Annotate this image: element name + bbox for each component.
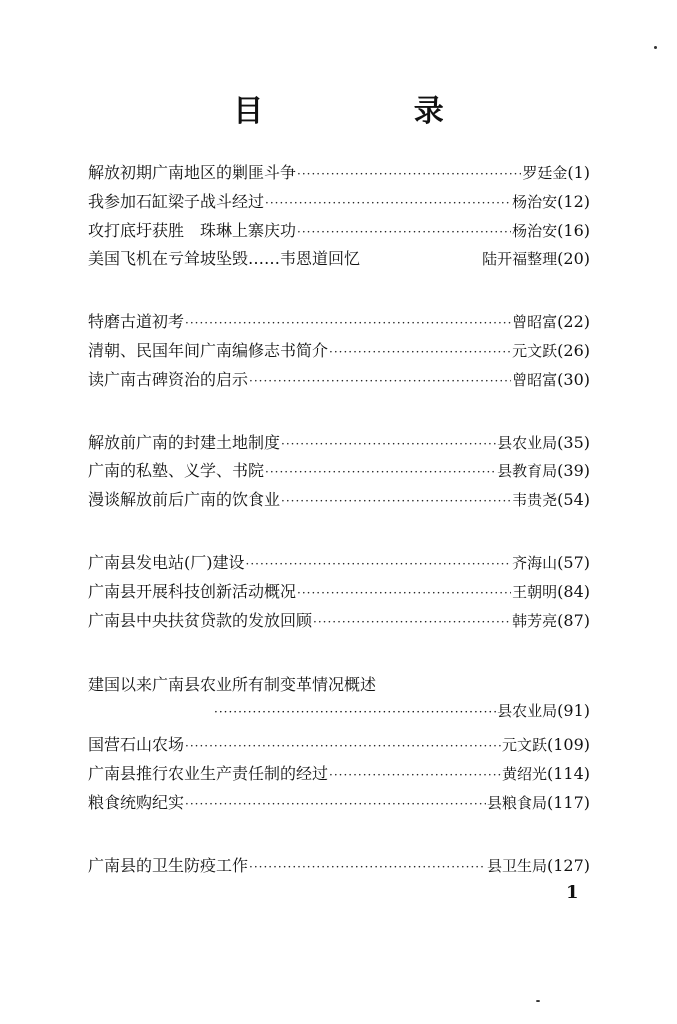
entry-title: 建国以来广南县农业所有制变革情况概述 xyxy=(88,675,377,695)
dot-leader xyxy=(265,465,496,479)
dot-leader xyxy=(249,374,511,388)
page-title: 目 录 xyxy=(233,94,514,129)
entry-author: 曾昭富 xyxy=(512,370,558,389)
dot-leader xyxy=(297,167,521,181)
ink-speck xyxy=(536,1000,540,1002)
toc-entry[interactable] xyxy=(88,160,590,189)
entry-author: 齐海山 xyxy=(512,553,558,572)
entry-author: 元文跃 xyxy=(501,736,547,755)
entry-title: 攻打底圩获胜 珠琳上寨庆功 xyxy=(88,220,297,240)
dot-leader xyxy=(329,768,501,782)
dot-leader xyxy=(185,739,501,753)
dot-leader xyxy=(214,705,497,719)
toc-entry[interactable] xyxy=(88,550,590,579)
entry-page: (109) xyxy=(546,735,590,755)
entry-author: 曾昭富 xyxy=(512,313,558,332)
table-of-contents xyxy=(88,160,590,916)
entry-author: 罗廷金 xyxy=(522,164,568,182)
page-number: 1 xyxy=(566,882,579,903)
toc-entry[interactable] xyxy=(88,487,590,516)
entry-page: (117) xyxy=(546,792,590,812)
toc-entry[interactable] xyxy=(88,338,590,367)
dot-leader xyxy=(297,586,511,600)
entry-author: 县农业局 xyxy=(497,702,558,721)
toc-entry[interactable] xyxy=(88,608,590,637)
dot-leader xyxy=(185,316,511,330)
toc-entry[interactable] xyxy=(88,670,590,732)
entry-title: 广南县开展科技创新活动概况 xyxy=(88,581,297,601)
entry-title: 广南县推行农业生产责任制的经过 xyxy=(88,764,329,784)
dot-leader xyxy=(185,797,486,811)
entry-page: (26) xyxy=(557,340,590,360)
toc-entry[interactable] xyxy=(88,309,590,338)
toc-entry[interactable] xyxy=(88,853,590,882)
toc-section-3 xyxy=(88,430,590,516)
entry-author: 韩芳亮 xyxy=(512,611,558,630)
entry-author: 陆开福整理 xyxy=(482,250,558,269)
entry-page: (87) xyxy=(557,610,590,630)
toc-entry[interactable] xyxy=(88,430,590,459)
entry-page: (39) xyxy=(557,461,590,481)
entry-title: 读广南古碑资治的启示 xyxy=(88,369,249,389)
toc-entry[interactable] xyxy=(88,218,590,247)
entry-author: 县卫生局 xyxy=(486,856,547,875)
ink-speck xyxy=(654,46,657,49)
entry-page: (54) xyxy=(557,490,590,510)
toc-section-5 xyxy=(88,670,590,818)
dot-leader xyxy=(281,437,496,451)
entry-title: 特磨古道初考 xyxy=(88,312,185,332)
entry-title: 广南县发电站(厂)建设 xyxy=(88,552,245,572)
entry-title: 我参加石缸梁子战斗经过 xyxy=(88,191,265,211)
entry-author: 元文跃 xyxy=(512,341,558,360)
dot-leader xyxy=(249,860,486,874)
entry-page: (114) xyxy=(546,764,590,784)
entry-author: 县农业局 xyxy=(497,433,558,452)
entry-title: 广南的私塾、义学、书院 xyxy=(88,461,265,481)
entry-page: (22) xyxy=(557,312,590,332)
dot-leader xyxy=(265,196,511,210)
toc-entry[interactable] xyxy=(88,732,590,761)
entry-title: 解放前广南的封建土地制度 xyxy=(88,432,281,452)
entry-page: (127) xyxy=(546,855,590,875)
entry-page: (57) xyxy=(557,552,590,572)
entry-title: 粮食统购纪实 xyxy=(88,792,185,812)
entry-title: 广南县的卫生防疫工作 xyxy=(88,855,249,875)
toc-entry[interactable] xyxy=(88,246,590,275)
entry-title: 美国飞机在亏耸坡坠毁……韦恩道回忆 xyxy=(88,249,361,269)
toc-section-2 xyxy=(88,309,590,395)
toc-entry[interactable] xyxy=(88,761,590,790)
entry-page: (30) xyxy=(557,369,590,389)
dot-leader xyxy=(246,557,512,571)
entry-title: 解放初期广南地区的剿匪斗争 xyxy=(88,163,297,182)
entry-author: 杨治安 xyxy=(512,192,558,211)
dot-leader xyxy=(281,494,511,508)
toc-section-4 xyxy=(88,550,590,636)
entry-page: (16) xyxy=(557,220,590,240)
dot-leader xyxy=(313,615,511,629)
dot-leader xyxy=(297,225,511,239)
entry-page: (84) xyxy=(557,581,590,601)
toc-entry[interactable] xyxy=(88,579,590,608)
entry-title: 国营石山农场 xyxy=(88,735,185,755)
entry-page: (20) xyxy=(557,249,590,269)
toc-section-6 xyxy=(88,853,590,882)
entry-title: 广南县中央扶贫贷款的发放回顾 xyxy=(88,610,313,630)
toc-entry[interactable] xyxy=(88,458,590,487)
dot-leader xyxy=(329,345,511,359)
entry-title: 清朝、民国年间广南编修志书简介 xyxy=(88,340,329,360)
toc-entry[interactable] xyxy=(88,367,590,396)
toc-entry[interactable] xyxy=(88,189,590,218)
entry-page: (91) xyxy=(557,701,590,721)
toc-entry[interactable] xyxy=(88,790,590,819)
entry-author: 王朝明 xyxy=(512,582,558,601)
entry-page: (1) xyxy=(567,163,590,182)
entry-author: 杨治安 xyxy=(512,221,558,240)
toc-section-1 xyxy=(88,160,590,275)
entry-continuation xyxy=(88,700,590,732)
entry-author: 韦贵尧 xyxy=(512,491,558,510)
entry-author: 县教育局 xyxy=(497,462,558,481)
entry-author: 县粮食局 xyxy=(486,793,547,812)
entry-page: (12) xyxy=(557,191,590,211)
entry-title: 漫谈解放前后广南的饮食业 xyxy=(88,490,281,510)
entry-page: (35) xyxy=(557,432,590,452)
entry-author: 黄绍光 xyxy=(501,765,547,784)
